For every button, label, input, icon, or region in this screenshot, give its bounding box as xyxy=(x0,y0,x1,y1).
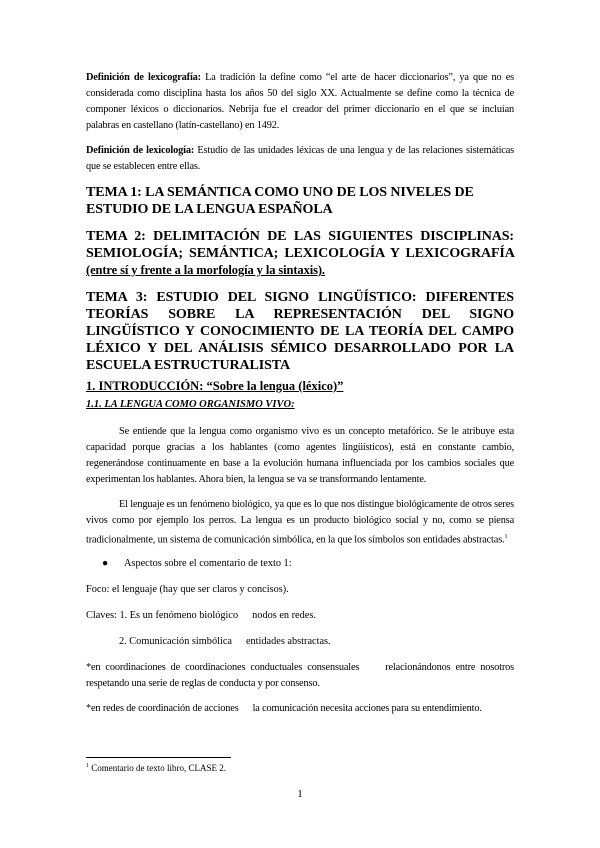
claves-result: nodos en redes. xyxy=(252,610,316,622)
paragraph-text: El lenguaje es un fenómeno biológico, ya que es lo que nos distingue biológicamente de otros seres vivos como por ejemplo los perros. La lengua es un producto biológico social y no, como se piensa tradicionalmente, un sistema de comunicación simbólica, en la que los símbolos son entidades abstractas. xyxy=(86,499,514,546)
note-text: *en redes de coordinación de acciones xyxy=(86,703,239,715)
tema2-main: TEMA 2: DELIMITACIÓN DE LAS SIGUIENTES DISCIPLINAS: SEMIOLOGÍA; SEMÁNTICA; LEXICOLOGÍA Y LEXICOGRAFÍA xyxy=(86,229,514,261)
bullet-text: Aspectos sobre el comentario de texto 1: xyxy=(124,558,292,570)
note-result: la comunicación necesita acciones para su entendimiento. xyxy=(252,703,482,715)
claves-text: Claves: 1. Es un fenómeno biológico xyxy=(86,610,239,622)
claves-result: entidades abstractas. xyxy=(245,636,331,648)
footnote-text: Comentario de texto libro, CLASE 2. xyxy=(89,763,226,773)
claves-text: 2. Comunicación simbólica xyxy=(119,636,232,648)
section-1-1-heading: 1.1. LA LENGUA COMO ORGANISMO VIVO: xyxy=(86,399,295,410)
footnote-reference[interactable]: 1 xyxy=(504,534,508,540)
paragraph: Se entiende que la lengua como organismo vivo es un concepto metafórico. Se le atribuye esta capacidad porque gracias a los hablantes (como agentes lingüísticos), está en constante cambio, regenerándose continuamente en base a la evolución humana influenciada por los cambios sociales que experimentan los hablantes. Ahora bien, la lengua se va se transformando lentamente. xyxy=(86,426,514,485)
tema1-heading: TEMA 1: LA SEMÁNTICA COMO UNO DE LOS NIVELES DE ESTUDIO DE LA LENGUA ESPAÑOLA xyxy=(86,185,474,217)
foco-line: Foco: el lenguaje (hay que ser claros y concisos). xyxy=(86,584,289,596)
tema2-heading xyxy=(86,228,514,279)
claves-line-2 xyxy=(86,634,514,650)
definition-text: Estudio de las unidades léxicas de una lengua y de las relaciones sistemáticas que se establecen entre ellas. xyxy=(86,145,514,172)
definition-lexicologia xyxy=(86,143,514,175)
coordination-note xyxy=(86,701,514,717)
definition-lexicografia xyxy=(86,70,514,134)
definition-text: La tradición la define como “el arte de hacer diccionarios”, ya que no es considerada como disciplina hasta los años 50 del siglo XX. Actualmente se define como la técnica de componer léxicos o diccionarios. Nebrija fue el creador del primer diccionario en el que se incluían palabras en castellano (latín-castellano) en 1492. xyxy=(86,72,514,131)
tema2-sub: (entre sí y frente a la morfología y la sintaxis). xyxy=(86,263,325,277)
bullet-item xyxy=(102,556,514,572)
paragraph xyxy=(86,497,514,548)
bullet-dot-icon: ● xyxy=(102,558,109,570)
page-number: 1 xyxy=(297,788,303,800)
section-1-heading: 1. INTRODUCCIÓN: “Sobre la lengua (léxico)” xyxy=(86,379,344,393)
definition-term: Definición de lexicografía: xyxy=(86,72,201,83)
footnote-number: 1 xyxy=(86,763,89,769)
note-result: relacionándonos entre nosotros respetando una serie de reglas de conducta y por consenso. xyxy=(86,662,514,690)
note-text: *en coordinaciones de coordinaciones conductuales consensuales xyxy=(86,662,360,674)
definition-term: Definición de lexicología: xyxy=(86,145,195,156)
tema3-heading: TEMA 3: ESTUDIO DEL SIGNO LINGÜÍSTICO: DIFERENTES TEORÍAS SOBRE LA REPRESENTACIÓN DEL SIGNO LINGÜÍSTICO Y CONOCIMIENTO DE LA TEORÍA DEL CAMPO LÉXICO Y DEL ANÁLISIS SÉMICO DESARROLLADO POR LA ESCUELA ESTRUCTURALISTA xyxy=(86,290,514,373)
footnote xyxy=(86,763,226,773)
coordination-note xyxy=(86,660,514,692)
claves-line-1 xyxy=(86,608,514,624)
footnote-divider xyxy=(86,757,231,758)
document-body xyxy=(86,70,514,717)
